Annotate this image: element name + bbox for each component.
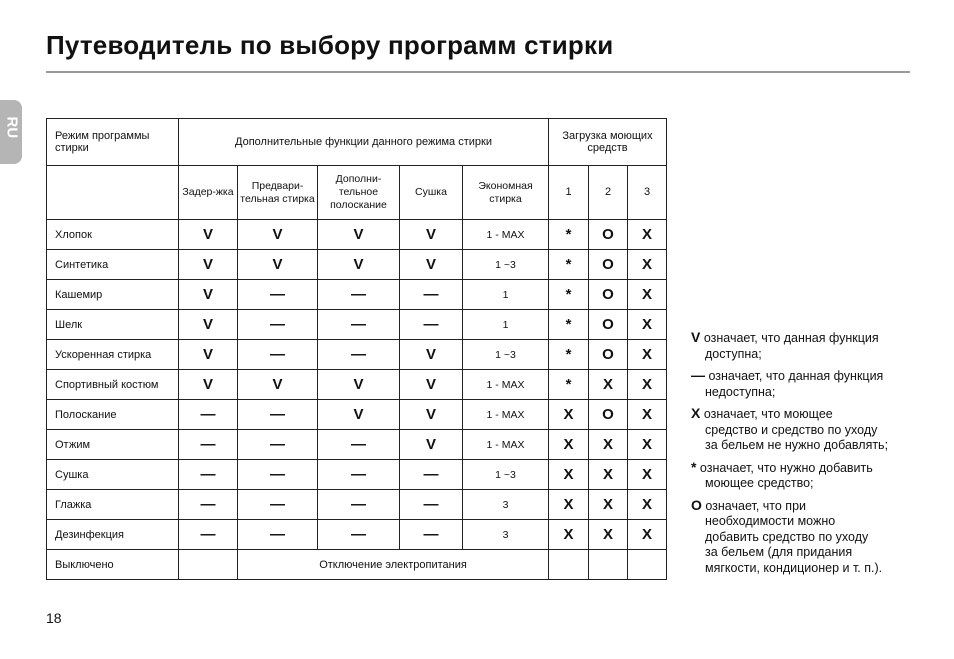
program-name: Кашемир [47,280,179,310]
table-cell: 3 [463,490,549,520]
table-cell: — [238,490,318,520]
table-cell: 1 - MAX [463,400,549,430]
off-row-d3 [628,550,667,580]
table-cell: X [628,400,667,430]
page-number: 18 [46,610,62,626]
table-cell: * [549,370,589,400]
header-detergent: Загрузка моющих средств [549,119,667,166]
off-row-d2 [589,550,628,580]
table-cell: — [318,280,400,310]
table-cell: — [400,310,463,340]
table-cell: 1 [463,310,549,340]
program-name: Сушка [47,460,179,490]
table-cell: — [179,400,238,430]
page-title: Путеводитель по выбору программ стирки [46,30,614,60]
table-cell: — [179,490,238,520]
table-cell: V [400,400,463,430]
table-cell: * [549,250,589,280]
table-cell: — [179,460,238,490]
table-cell: X [549,520,589,550]
program-name: Отжим [47,430,179,460]
table-cell: O [589,340,628,370]
off-row-text: Отключение электропитания [238,550,549,580]
title-divider [46,71,910,73]
table-cell: V [238,250,318,280]
legend-text: означает, что данная функция [700,331,879,345]
table-cell: — [318,520,400,550]
table-cell: X [628,250,667,280]
table-row [47,310,667,340]
off-row-name: Выключено [47,550,179,580]
sub-header: Экономная стирка [463,166,549,220]
legend-symbol: O [691,496,702,513]
table-cell: V [179,370,238,400]
table-cell: V [318,220,400,250]
table-cell: V [179,280,238,310]
legend-text: означает, что моющее [700,407,833,421]
table-cell: V [238,370,318,400]
table-cell: O [589,400,628,430]
table-cell: V [400,370,463,400]
table-cell: — [318,460,400,490]
table-cell: * [549,280,589,310]
table-cell: — [238,520,318,550]
table-cell: — [400,460,463,490]
legend-symbol: — [691,367,705,383]
table-cell: V [400,220,463,250]
table-cell: — [238,430,318,460]
table-cell: O [589,310,628,340]
table-cell: V [400,430,463,460]
table-cell: — [238,310,318,340]
legend-symbol: X [691,405,701,421]
table-row [47,220,667,250]
table-cell: 3 [463,520,549,550]
table-cell: X [589,520,628,550]
table-cell: 1 [463,280,549,310]
table-cell: V [179,310,238,340]
legend-text: моющее средство; [705,476,814,490]
table-cell: X [628,520,667,550]
sub-header: 3 [628,166,667,220]
table-cell: — [400,280,463,310]
table-cell: — [318,490,400,520]
table-cell: — [318,310,400,340]
legend-item [691,330,941,362]
sub-header: Дополни-тельное полоскание [318,166,400,220]
table-row [47,400,667,430]
table-cell: — [238,400,318,430]
header-functions: Дополнительные функции данного режима стирки [179,119,549,166]
table-cell: V [179,340,238,370]
table-row [47,520,667,550]
table-cell: O [589,250,628,280]
table-cell: 1 ~3 [463,460,549,490]
table-row [47,340,667,370]
legend-text: означает, что данная функция [705,369,884,383]
table-cell: X [628,310,667,340]
program-name: Дезинфекция [47,520,179,550]
table-cell: * [549,310,589,340]
table-cell: — [238,340,318,370]
table-cell: X [549,490,589,520]
table-cell: X [628,220,667,250]
table-row [47,370,667,400]
table-cell: — [400,490,463,520]
language-tab [0,100,22,164]
legend-item [691,498,941,577]
legend-item [691,460,941,492]
table-cell: X [549,460,589,490]
program-name: Полоскание [47,400,179,430]
table-cell: V [318,400,400,430]
legend-symbol: * [691,458,697,475]
table-cell: O [589,220,628,250]
wash-program-table [46,118,667,580]
table-cell: X [589,430,628,460]
table-cell: V [400,340,463,370]
legend-symbol: V [691,329,701,345]
legend-text: за бельем не нужно добавлять; [705,438,889,452]
legend-text: означает, что при [701,498,806,513]
legend-text: за бельем (для придания [705,545,853,559]
program-name: Шелк [47,310,179,340]
table-cell: 1 ~3 [463,250,549,280]
table-cell: — [238,280,318,310]
legend-item [691,406,941,454]
program-name: Ускоренная стирка [47,340,179,370]
sub-header: 1 [549,166,589,220]
table-cell: O [589,280,628,310]
sub-header: Задер-жка [179,166,238,220]
table-cell: V [318,370,400,400]
table-cell: X [549,430,589,460]
table-cell: X [549,400,589,430]
legend-text: доступна; [705,346,762,361]
legend-text: недоступна; [705,384,776,399]
legend-text: средство и средство по уходу [705,422,878,437]
table-cell: 1 - MAX [463,430,549,460]
symbol-legend [691,330,941,582]
sub-header: 2 [589,166,628,220]
table-cell: X [628,490,667,520]
table-cell: — [400,520,463,550]
table-cell: — [238,460,318,490]
table-row [47,430,667,460]
table-cell: X [589,370,628,400]
program-name: Глажка [47,490,179,520]
table-cell: V [179,250,238,280]
program-name: Хлопок [47,220,179,250]
program-name: Синтетика [47,250,179,280]
off-row-d1 [549,550,589,580]
program-name: Спортивный костюм [47,370,179,400]
table-cell: X [628,340,667,370]
table-cell: X [628,370,667,400]
header-empty [47,166,179,220]
off-row-empty [179,550,238,580]
table-cell: X [628,280,667,310]
table-cell: V [238,220,318,250]
table-row [47,460,667,490]
header-mode: Режим программы стирки [47,119,179,166]
legend-item [691,368,941,400]
table-row [47,490,667,520]
table-cell: * [549,220,589,250]
legend-text: означает, что нужно добавить [696,460,873,475]
table-cell: — [318,340,400,370]
table-cell: * [549,340,589,370]
table-cell: V [400,250,463,280]
table-cell: — [179,520,238,550]
table-row [47,250,667,280]
sub-header: Предвари-тельная стирка [238,166,318,220]
table-cell: X [589,460,628,490]
table-cell: 1 - MAX [463,220,549,250]
language-tab-label: RU [3,116,21,139]
legend-text: мягкости, кондиционер и т. п.). [705,560,883,575]
table-cell: X [628,430,667,460]
table-cell: X [628,460,667,490]
table-cell: V [179,220,238,250]
table-cell: — [318,430,400,460]
table-cell: 1 - MAX [463,370,549,400]
table-cell: V [318,250,400,280]
sub-header: Сушка [400,166,463,220]
legend-text: необходимости можно [705,514,836,528]
table-row [47,280,667,310]
table-cell: — [179,430,238,460]
table-cell: 1 ~3 [463,340,549,370]
legend-text: добавить средство по уходу [705,529,869,544]
table-cell: X [589,490,628,520]
